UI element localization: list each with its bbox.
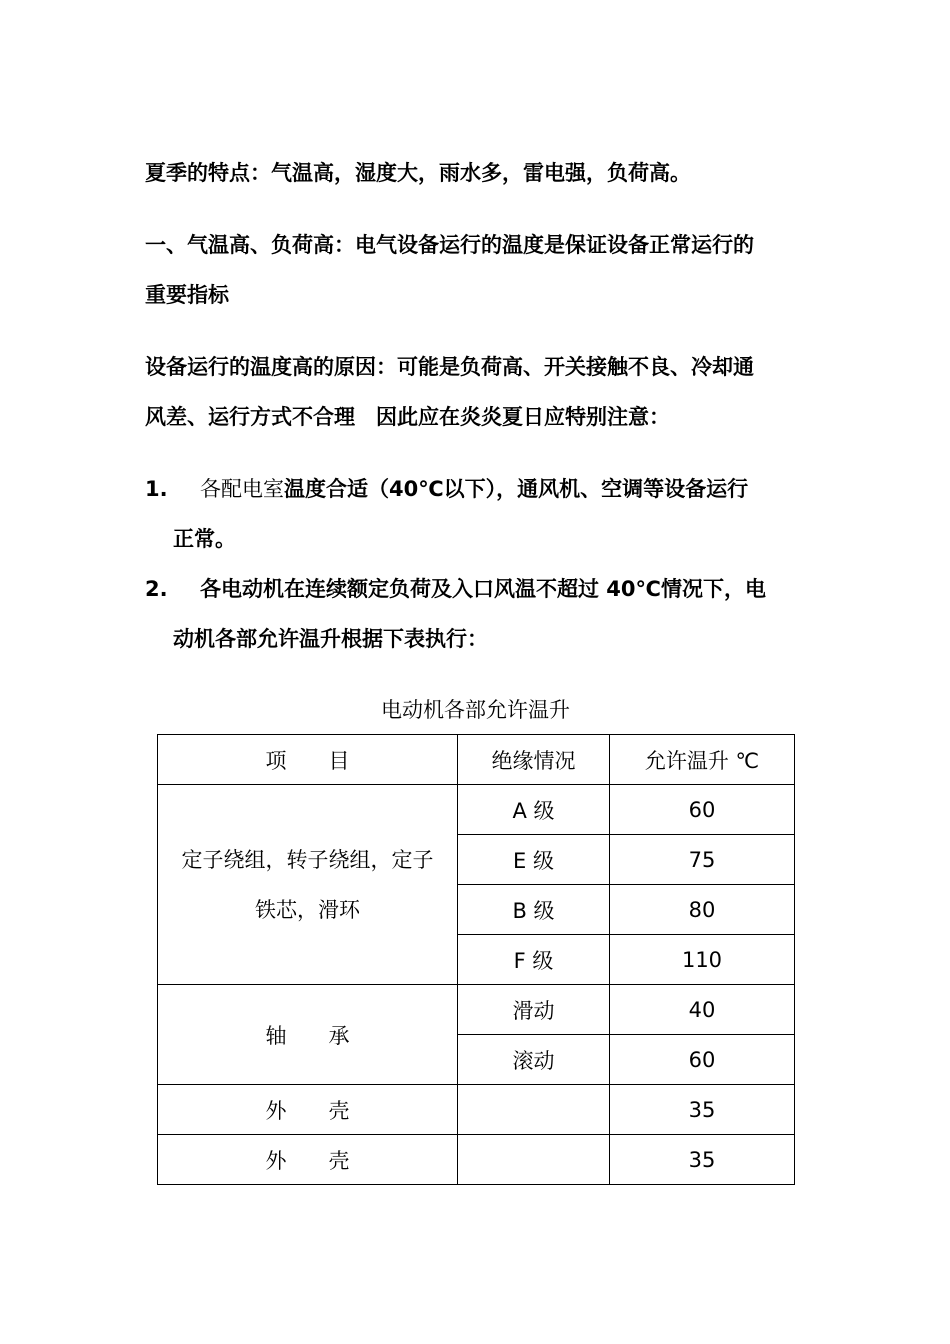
- rise-cell: 35: [610, 1085, 795, 1135]
- table-header-row: [158, 735, 795, 785]
- item-1-text: [200, 474, 748, 504]
- section-1-heading-line-1: 一、气温高、负荷高：电气设备运行的温度是保证设备正常运行的: [145, 233, 754, 257]
- rise-cell: 60: [610, 1035, 795, 1085]
- insulation-cell: [458, 1085, 610, 1135]
- rise-cell: 110: [610, 935, 795, 985]
- winding-group-line-2: 铁芯，滑环: [255, 897, 360, 922]
- item-1-line-2: 正常。: [173, 527, 236, 551]
- insulation-cell: A 级: [458, 785, 610, 835]
- winding-group-cell: [158, 785, 458, 985]
- causes-line-2: 风差、运行方式不合理 因此应在炎炎夏日应特别注意：: [145, 405, 670, 429]
- rise-cell: 40: [610, 985, 795, 1035]
- insulation-cell: 滚动: [458, 1035, 610, 1085]
- rise-cell: 75: [610, 835, 795, 885]
- header-item: 项 目: [158, 735, 458, 785]
- item-cell: 外 壳: [158, 1085, 458, 1135]
- insulation-cell: B 级: [458, 885, 610, 935]
- section-1-heading-line-2: 重要指标: [145, 283, 229, 307]
- item-1-number: 1.: [145, 477, 168, 501]
- rise-cell: 80: [610, 885, 795, 935]
- header-insulation: 绝缘情况: [458, 735, 610, 785]
- rise-cell: 60: [610, 785, 795, 835]
- table-row: [158, 1085, 795, 1135]
- item-2-number: 2.: [145, 577, 168, 601]
- rise-cell: 35: [610, 1135, 795, 1185]
- insulation-cell: E 级: [458, 835, 610, 885]
- item-cell: 外 壳: [158, 1135, 458, 1185]
- insulation-cell: [458, 1135, 610, 1185]
- table-row: [158, 985, 795, 1035]
- insulation-cell: 滑动: [458, 985, 610, 1035]
- item-2-text: 各电动机在连续额定负荷及入口风温不超过 40℃情况下，电: [200, 577, 766, 601]
- header-rise: 允许温升 ℃: [610, 735, 795, 785]
- temperature-rise-table: [157, 734, 795, 1185]
- summer-features-heading: 夏季的特点：气温高，湿度大，雨水多，雷电强，负荷高。: [145, 161, 691, 185]
- table-row: [158, 1135, 795, 1185]
- causes-line-1: 设备运行的温度高的原因：可能是负荷高、开关接触不良、冷却通: [145, 355, 754, 379]
- table-caption: 电动机各部允许温升: [381, 698, 570, 722]
- item-1-text-normal: 各配电室: [200, 477, 284, 501]
- insulation-cell: F 级: [458, 935, 610, 985]
- item-1-text-bold: 温度合适（40℃以下），通风机、空调等设备运行: [284, 477, 749, 501]
- winding-group-line-1: 定子绕组，转子绕组，定子: [181, 847, 434, 872]
- item-2-line-2: 动机各部允许温升根据下表执行：: [173, 627, 488, 651]
- table-row: [158, 785, 795, 835]
- bearing-group-cell: 轴 承: [158, 985, 458, 1085]
